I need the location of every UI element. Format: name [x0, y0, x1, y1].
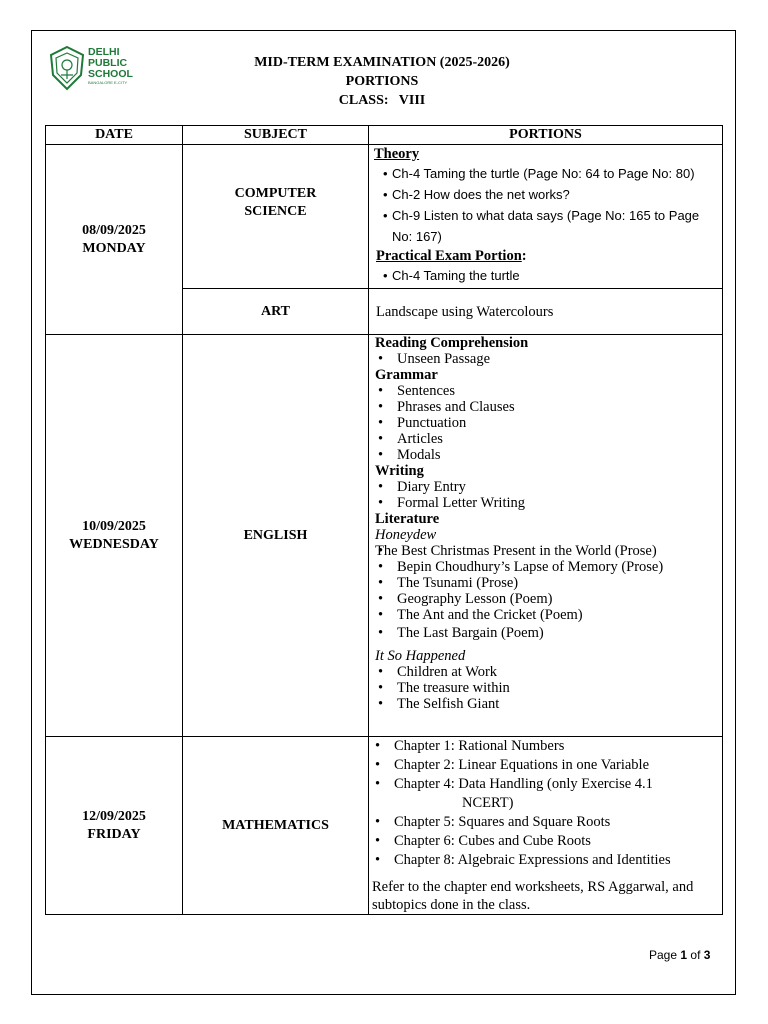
list-item: • The Best Christmas Present in the World (Prose): [375, 543, 722, 559]
table-header-row: [46, 126, 723, 145]
portions-heading: PORTIONS: [345, 74, 419, 89]
section-title: Literature: [375, 511, 440, 527]
list-item: • Formal Letter Writing: [375, 495, 722, 511]
list-item: • The Last Bargain (Poem): [375, 625, 722, 641]
document-header: [200, 53, 564, 110]
school-branch: BANGALORE E-CITY: [88, 80, 128, 85]
list-item: • Ch-9 Listen to what data says (Page No: 165 to Page No: 167): [374, 205, 722, 247]
honeydew-list: [375, 543, 722, 641]
exam-date: 10/09/2025: [82, 518, 146, 534]
header-date: DATE: [46, 126, 183, 145]
list-item: • The Selfish Giant: [375, 696, 722, 712]
section-title: Grammar: [375, 367, 438, 383]
practical-list: [374, 265, 722, 286]
list-item: • Geography Lesson (Poem): [375, 591, 722, 607]
portions-cell: [369, 737, 723, 915]
school-name-line: PUBLIC: [88, 57, 128, 69]
list-item: [372, 775, 722, 813]
date-cell: [46, 737, 183, 915]
portions-cell: [369, 289, 723, 335]
section-title: [376, 247, 722, 265]
section-title: Theory: [374, 146, 420, 162]
list-item: • Chapter 5: Squares and Square Roots: [372, 813, 722, 832]
date-cell: [46, 145, 183, 335]
art-portion: Landscape using Watercolours: [376, 303, 554, 320]
list-item: • Chapter 8: Algebraic Expressions and Identities: [372, 851, 722, 870]
list-item: • Sentences: [375, 383, 722, 399]
maths-list: [372, 737, 722, 870]
header-subject: SUBJECT: [183, 126, 369, 145]
portions-cell: [369, 335, 723, 737]
school-name-line: SCHOOL: [88, 68, 133, 80]
exam-date: 08/09/2025: [82, 222, 146, 238]
list-item: • The Ant and the Cricket (Poem): [375, 607, 722, 623]
grammar-list: [375, 383, 722, 463]
subject-cell: MATHEMATICS: [183, 737, 369, 915]
exam-title: MID-TERM EXAMINATION (2025-2026): [254, 55, 510, 70]
exam-day: MONDAY: [82, 240, 146, 256]
school-name: [88, 47, 133, 85]
list-item-continuation: NCERT): [462, 795, 514, 811]
subject-cell: ART: [183, 289, 369, 335]
section-title: Reading Comprehension: [375, 335, 529, 351]
section-title: Writing: [375, 463, 424, 479]
ish-list: [375, 664, 722, 712]
page-number: [649, 948, 710, 962]
list-item: • Ch-4 Taming the turtle (Page No: 64 to Page No: 80): [374, 163, 722, 184]
date-cell: [46, 335, 183, 737]
page-word: Page: [649, 948, 678, 962]
portions-cell: [369, 145, 723, 289]
maths-note: Refer to the chapter end worksheets, RS Aggarwal, and subtopics done in the class.: [372, 879, 694, 913]
practical-title: Practical Exam Portion: [376, 248, 522, 264]
rc-list: [375, 351, 722, 367]
list-item: • Chapter 6: Cubes and Cube Roots: [372, 832, 722, 851]
of-word: of: [690, 948, 701, 962]
subject-name: SCIENCE: [244, 204, 307, 219]
list-item: • The Tsunami (Prose): [375, 575, 722, 591]
list-item: • Articles: [375, 431, 722, 447]
writing-list: [375, 479, 722, 511]
practical-colon: :: [521, 248, 527, 264]
list-item: • Ch-2 How does the net works?: [374, 184, 722, 205]
list-item-text: Chapter 4: Data Handling (only Exercise 4.1: [394, 776, 653, 792]
subject-name: COMPUTER: [234, 186, 317, 201]
list-item: • Bepin Choudhury’s Lapse of Memory (Prose): [375, 559, 722, 575]
class-label: CLASS: VIII: [338, 93, 426, 108]
list-item: • Chapter 1: Rational Numbers: [372, 737, 722, 756]
subject-cell: [183, 145, 369, 289]
list-item: • Modals: [375, 447, 722, 463]
list-item: • Phrases and Clauses: [375, 399, 722, 415]
table-row: [46, 145, 723, 289]
header-portions: PORTIONS: [369, 126, 723, 145]
list-item: • Diary Entry: [375, 479, 722, 495]
list-item: • Children at Work: [375, 664, 722, 680]
total-pages: 3: [703, 948, 711, 962]
list-item: • Ch-4 Taming the turtle: [374, 265, 722, 286]
school-crest-icon: [47, 45, 87, 91]
portions-table: [45, 125, 723, 915]
exam-date: 12/09/2025: [82, 808, 146, 824]
exam-day: WEDNESDAY: [69, 536, 159, 552]
book-title: Honeydew: [375, 527, 437, 543]
list-item: • Punctuation: [375, 415, 722, 431]
table-row: [46, 737, 723, 915]
list-item: • The treasure within: [375, 680, 722, 696]
theory-list: [374, 163, 722, 247]
subject-cell: ENGLISH: [183, 335, 369, 737]
list-item: • Unseen Passage: [375, 351, 722, 367]
current-page: 1: [680, 948, 688, 962]
school-name-line: DELHI: [88, 46, 120, 58]
table-row: [46, 335, 723, 737]
list-item: • Chapter 2: Linear Equations in one Variable: [372, 756, 722, 775]
book-title: It So Happened: [375, 648, 466, 664]
exam-day: FRIDAY: [87, 826, 141, 842]
